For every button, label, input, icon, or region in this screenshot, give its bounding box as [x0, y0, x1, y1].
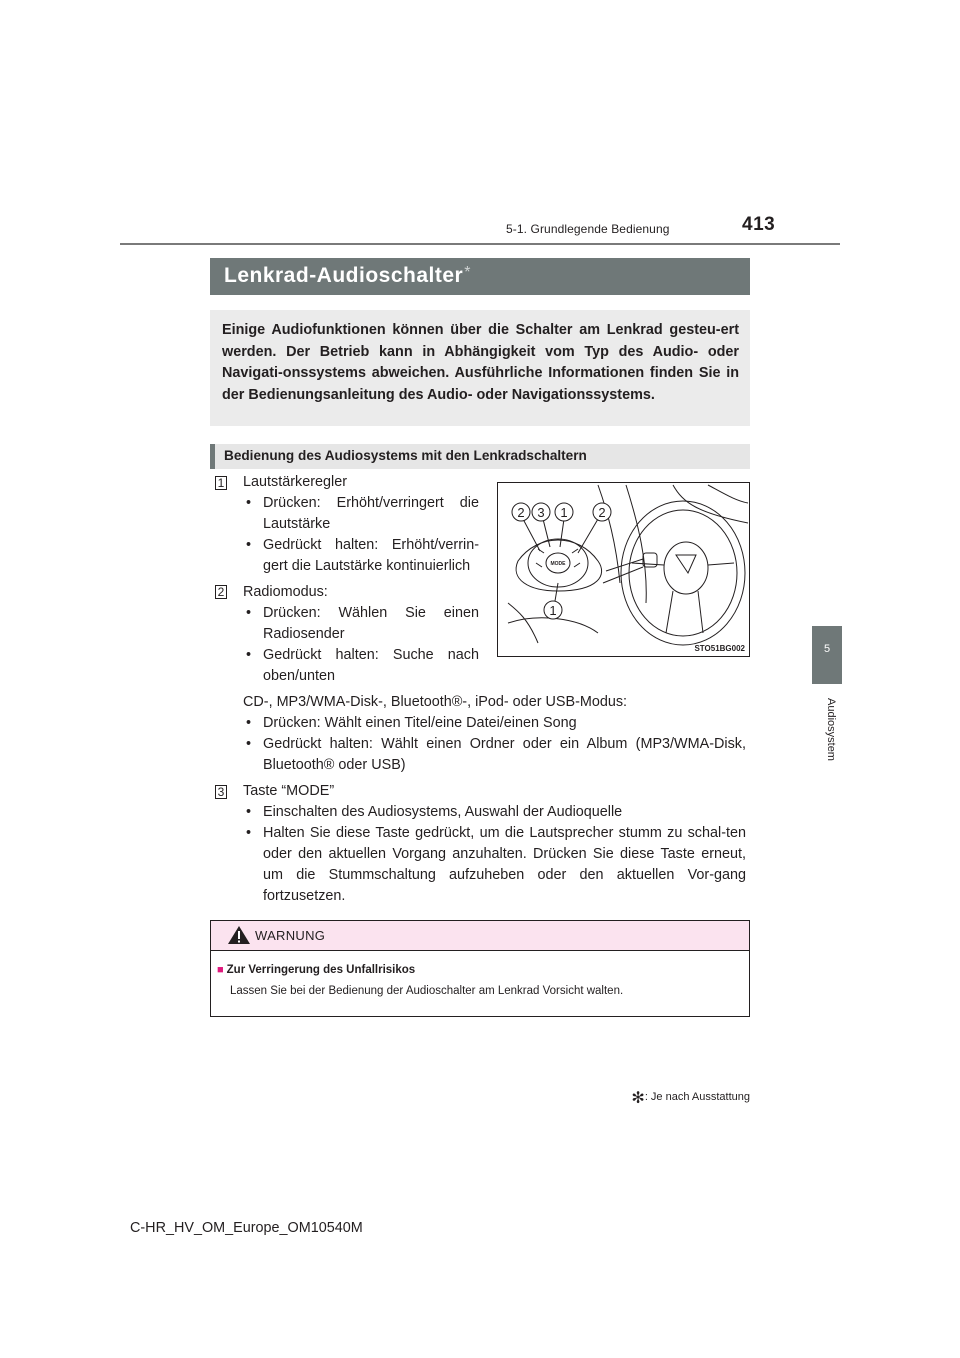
steering-wheel-illustration [498, 483, 749, 656]
bullet-dot: • [246, 825, 252, 841]
bullet-item: • Drücken: Wählt einen Titel/eine Datei/einen Song [246, 713, 746, 734]
warning-text: Lassen Sie bei der Bedienung der Audioschalter am Lenkrad Vorsicht walten. [230, 985, 624, 997]
bullet-dot: • [246, 715, 252, 731]
warning-box [210, 920, 750, 1017]
subsection-header [210, 444, 750, 469]
square-bullet-icon: ■ [217, 964, 224, 976]
footnote: ✻: Je nach Ausstattung [631, 1090, 750, 1107]
callout-label: 2 [598, 505, 606, 520]
bullet-dot: • [246, 647, 252, 663]
callout-label: 1 [549, 603, 557, 618]
bullet-item: • Einschalten des Audiosystems, Auswahl der Audioquelle [246, 802, 746, 823]
header-rule [120, 243, 840, 245]
bullet-dot: • [246, 804, 252, 820]
title-star: * [464, 264, 471, 281]
intro-text: Einige Audiofunktionen können über die Schalter am Lenkrad gesteu-ert werden. Der Betrieb kann in Abhängigkeit vom Typ des Audio- oder Navigati-onssystems abweichen. Ausführliche Informationen finden Sie in der Bedienungsanleitung des Audio- oder Navigationssystems. [222, 322, 739, 403]
callout-label: 1 [560, 505, 568, 520]
subsection-title: Bedienung des Audiosystems mit den Lenkradschaltern [224, 448, 587, 463]
figure-code: STO51BG002 [694, 644, 745, 653]
section-title [224, 264, 471, 288]
bullet-item: • Drücken: Wählen Sie einen Radiosender [246, 605, 479, 642]
bullet-dot: • [246, 495, 252, 511]
callout-label: 2 [517, 505, 525, 520]
chapter-label: Audiosystem [825, 698, 837, 761]
bullet-dot: • [246, 736, 252, 752]
section-title-text: Lenkrad-Audioschalter [224, 264, 464, 287]
item-number-badge: 1 [215, 476, 227, 490]
bullet-item: • Gedrückt halten: Suche nach oben/unten [246, 647, 479, 684]
item-title: Lautstärkeregler [243, 474, 347, 490]
item-number-badge: 2 [215, 585, 227, 599]
bullet-item: • Halten Sie diese Taste gedrückt, um die Lautsprecher stumm zu schal-ten oder den aktuellen Vorgang anzuhalten. Drücken Sie diese Taste erneut, um die Stummschaltung aufzuheben oder den aktuellen Vor-gang fortzusetzen. [246, 825, 746, 904]
warning-title: WARNUNG [255, 928, 326, 943]
document-id: C-HR_HV_OM_Europe_OM10540M [130, 1220, 363, 1236]
page-number: 413 [742, 214, 776, 235]
mode-label: MODE [550, 561, 566, 567]
bullet-item: • Drücken: Erhöht/verringert die Lautstärke [246, 495, 479, 532]
item-title: Radiomodus: [243, 584, 328, 600]
item-number-badge: 3 [215, 785, 227, 799]
warning-topic: ■ Zur Verringerung des Unfallrisikos [217, 964, 416, 976]
bullet-item: • Gedrückt halten: Erhöht/verrin-gert die Lautstärke kontinuierlich [246, 537, 479, 574]
item-subtitle: CD-, MP3/WMA-Disk-, Bluetooth®-, iPod- oder USB-Modus: [243, 694, 628, 710]
header-section: 5-1. Grundlegende Bedienung [506, 222, 670, 236]
item-title: Taste “MODE” [243, 783, 335, 799]
chapter-tab: 5 [812, 626, 842, 684]
section-title-bar [210, 258, 750, 295]
bullet-dot: • [246, 537, 252, 553]
steering-wheel-figure [497, 482, 750, 657]
bullet-item: • Gedrückt halten: Wählt einen Ordner oder ein Album (MP3/WMA-Disk, Bluetooth® oder USB) [246, 736, 746, 773]
callout-label: 3 [537, 505, 545, 520]
warning-triangle-icon [227, 925, 251, 945]
footnote-star-icon: ✻ [631, 1090, 645, 1107]
intro-box [210, 310, 750, 426]
bullet-dot: • [246, 605, 252, 621]
warning-header [211, 921, 749, 951]
